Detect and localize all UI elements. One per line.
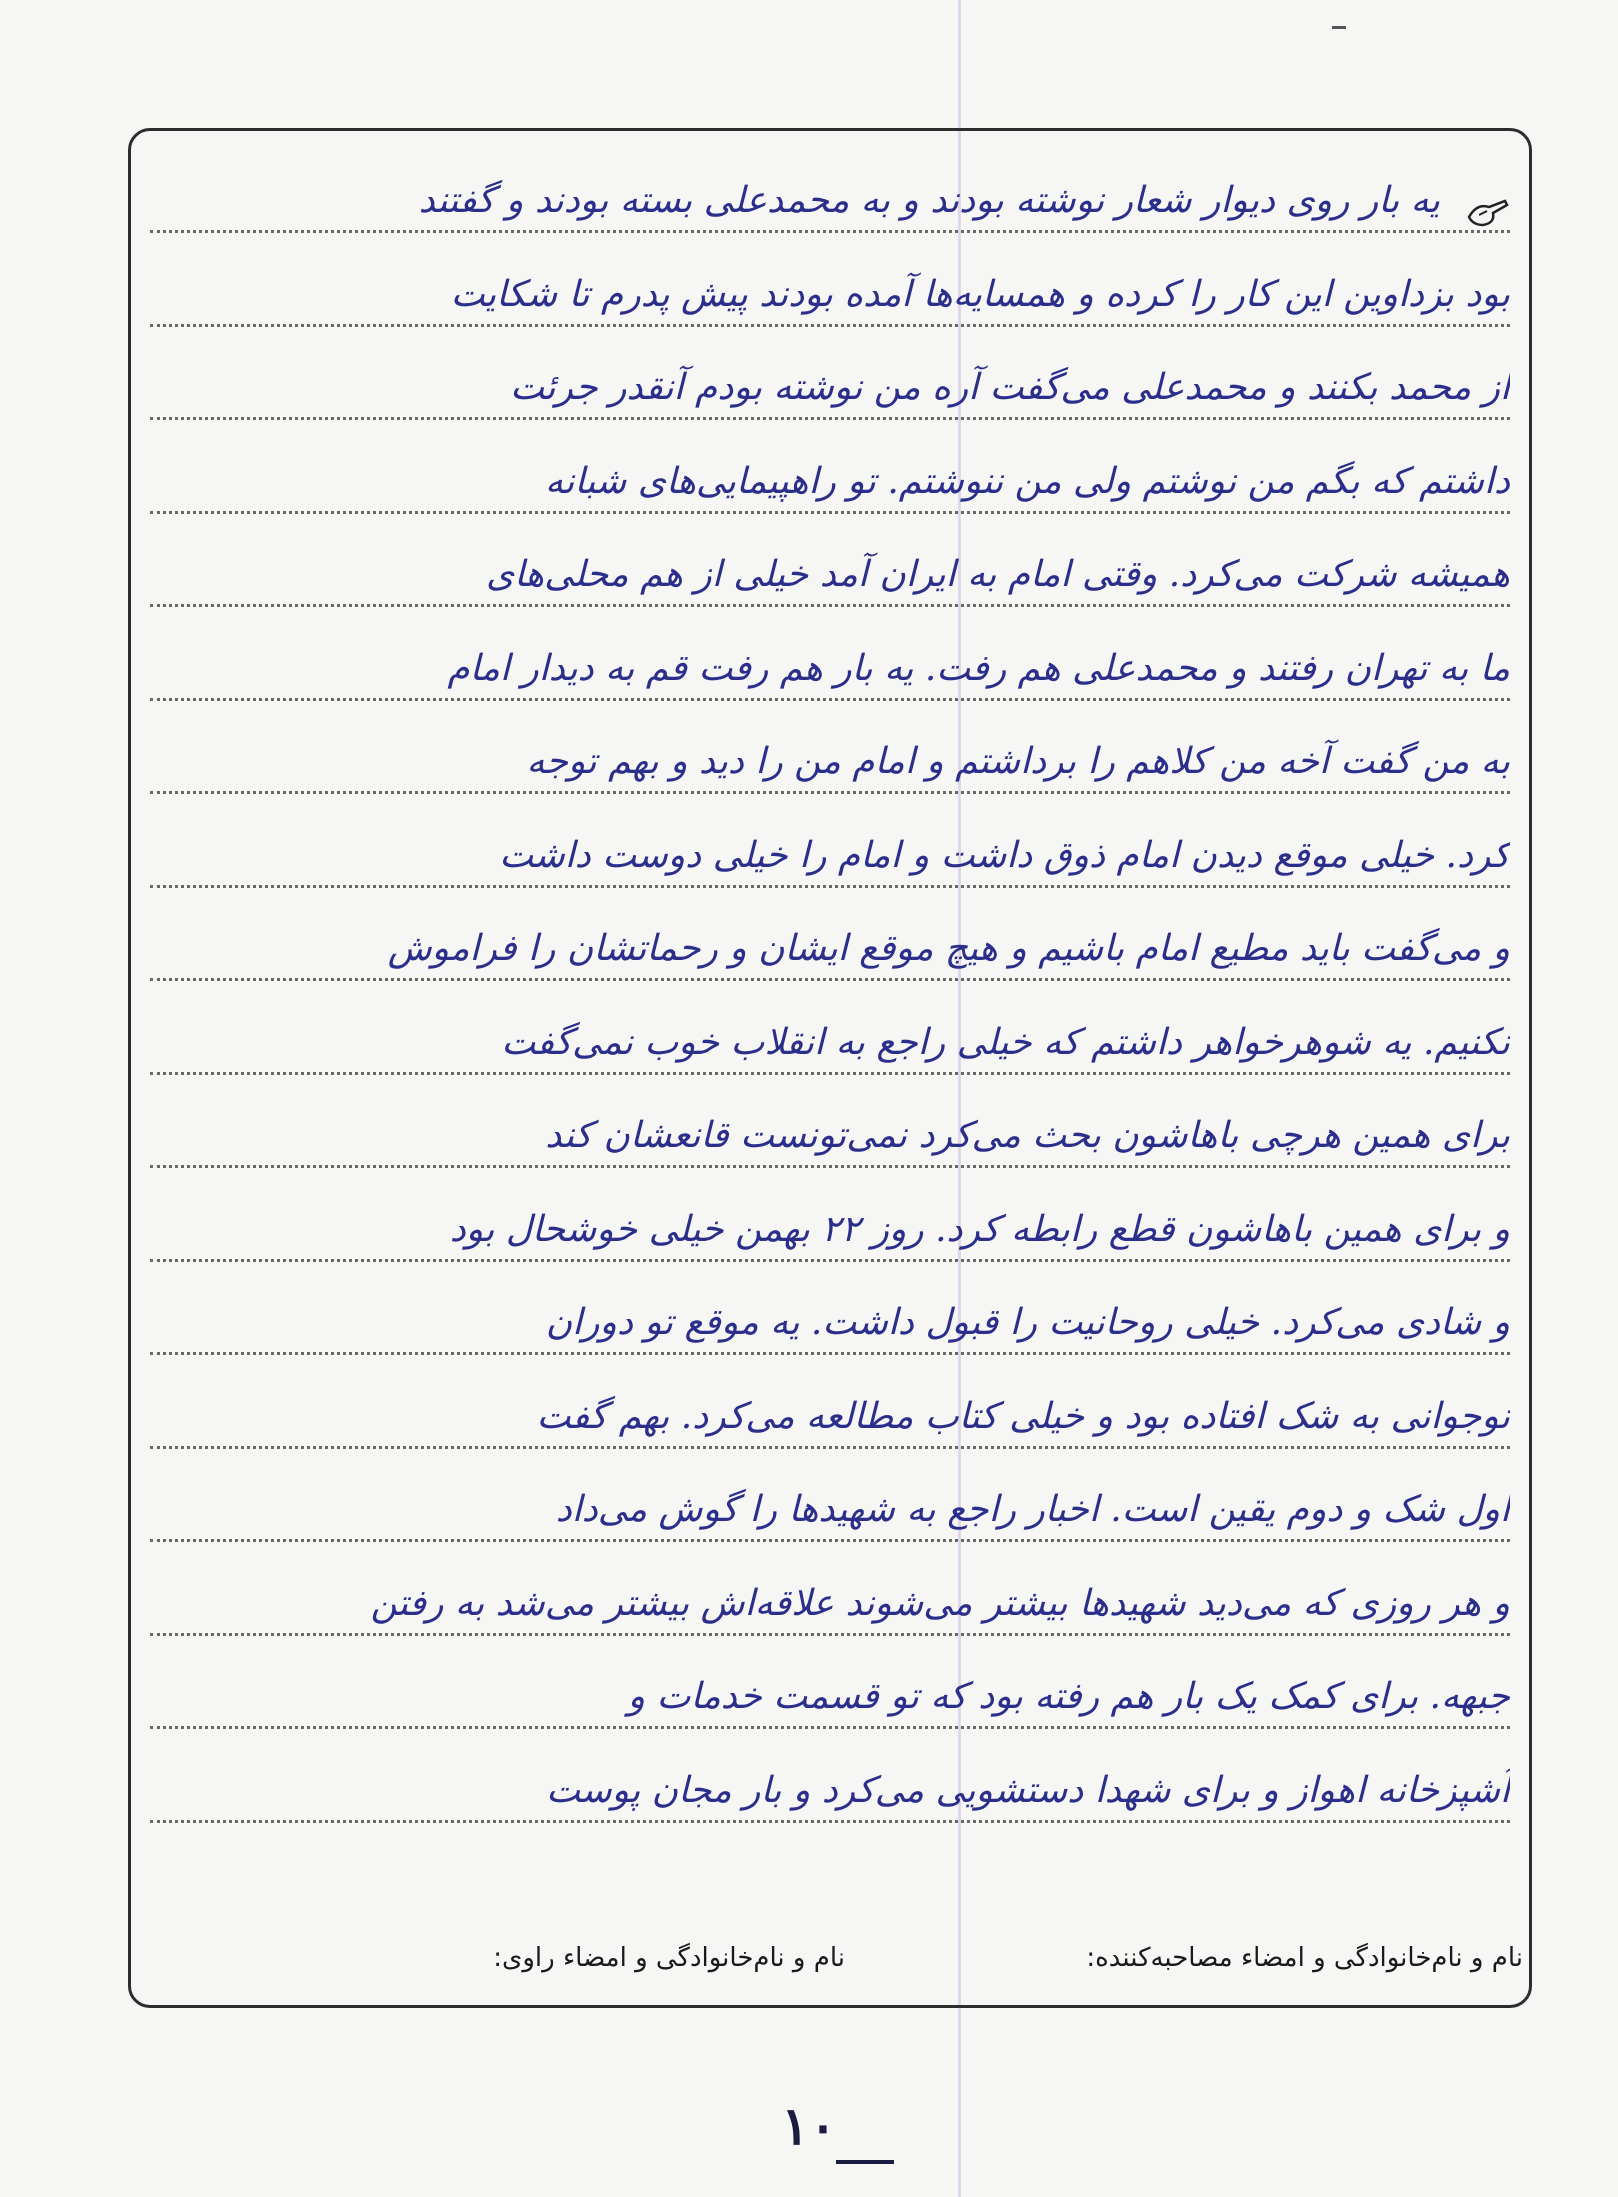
dotted-rule <box>150 1072 1510 1075</box>
page-number-underline <box>836 2160 894 2164</box>
handwritten-line: برای همین هرچی باهاشون بحث می‌کرد نمی‌تونست قانعشان کند <box>545 1115 1510 1156</box>
handwritten-line: جبهه. برای کمک یک بار هم رفته بود که تو قسمت خدمات و <box>627 1676 1510 1717</box>
dotted-rule <box>150 511 1510 514</box>
dotted-rule <box>150 417 1510 420</box>
handwritten-line: ما به تهران رفتند و محمدعلی هم رفت. یه بار هم رفت قم به دیدار امام <box>447 647 1510 689</box>
narrator-signature-label: نام و نام‌خانوادگی و امضاء راوی: <box>493 1943 845 1973</box>
handwritten-line: و هر روزی که می‌دید شهیدها بیشتر می‌شوند علاقه‌اش بیشتر می‌شد به رفتن <box>370 1582 1510 1624</box>
handwritten-line: کرد. خیلی موقع دیدن امام ذوق داشت و امام را خیلی دوست داشت <box>499 834 1510 876</box>
dotted-rule <box>150 1820 1510 1823</box>
handwritten-line: اول شک و دوم یقین است. اخبار راجع به شهیدها را گوش می‌داد <box>555 1489 1510 1530</box>
handwritten-line: نکنیم. یه شوهرخواهر داشتم که خیلی راجع به انقلاب خوب نمی‌گفت <box>501 1021 1510 1063</box>
dotted-rule <box>150 1726 1510 1729</box>
dotted-rule <box>150 604 1510 607</box>
dotted-rule <box>150 1165 1510 1168</box>
dotted-rule <box>150 978 1510 981</box>
handwritten-line: بود بزداوین این کار را کرده و همسایه‌ها آمده بودند پیش پدرم تا شکایت <box>450 273 1510 315</box>
handwritten-line: و برای همین باهاشون قطع رابطه کرد. روز ۲۲ بهمن خیلی خوشحال بود <box>449 1208 1510 1250</box>
handwritten-body <box>150 0 1510 2197</box>
dotted-rule <box>150 791 1510 794</box>
dotted-rule <box>150 698 1510 701</box>
dotted-rule <box>150 230 1510 233</box>
handwritten-line: و می‌گفت باید مطیع امام باشیم و هیچ موقع ایشان و رحماتشان را فراموش <box>387 928 1510 969</box>
handwritten-line: آشپزخانه اهواز و برای شهدا دستشویی می‌کرد و بار مجان پوست <box>546 1769 1510 1811</box>
dotted-rule <box>150 1633 1510 1636</box>
handwritten-line: نوجوانی به شک افتاده بود و خیلی کتاب مطالعه می‌کرد. بهم گفت <box>536 1395 1510 1437</box>
dotted-rule <box>150 1352 1510 1355</box>
handwritten-line: به من گفت آخه من کلاهم را برداشتم و امام من را دید و بهم توجه <box>526 741 1510 782</box>
interviewer-signature-label: نام و نام‌خانوادگی و امضاء مصاحبه‌کننده: <box>1086 1943 1523 1973</box>
handwritten-line: از محمد بکنند و محمدعلی می‌گفت آره من نوشته بودم آنقدر جرئت <box>510 367 1510 408</box>
dotted-rule <box>150 324 1510 327</box>
dotted-rule <box>150 885 1510 888</box>
handwritten-line: همیشه شرکت می‌کرد. وقتی امام به ایران آمد خیلی از هم محلی‌های <box>485 554 1510 595</box>
handwritten-line: و شادی می‌کرد. خیلی روحانیت را قبول داشت. یه موقع تو دوران <box>545 1302 1510 1343</box>
page-number: ۱۰ <box>781 2096 837 2157</box>
handwritten-line: یه بار روی دیوار شعار نوشته بودند و به محمدعلی بسته بودند و گفتند <box>418 180 1440 221</box>
handwritten-line: داشتم که بگم من نوشتم ولی من ننوشتم. تو راهپیمایی‌های شبانه <box>545 460 1510 502</box>
dotted-rule <box>150 1259 1510 1262</box>
dotted-rule <box>150 1446 1510 1449</box>
dotted-rule <box>150 1539 1510 1542</box>
